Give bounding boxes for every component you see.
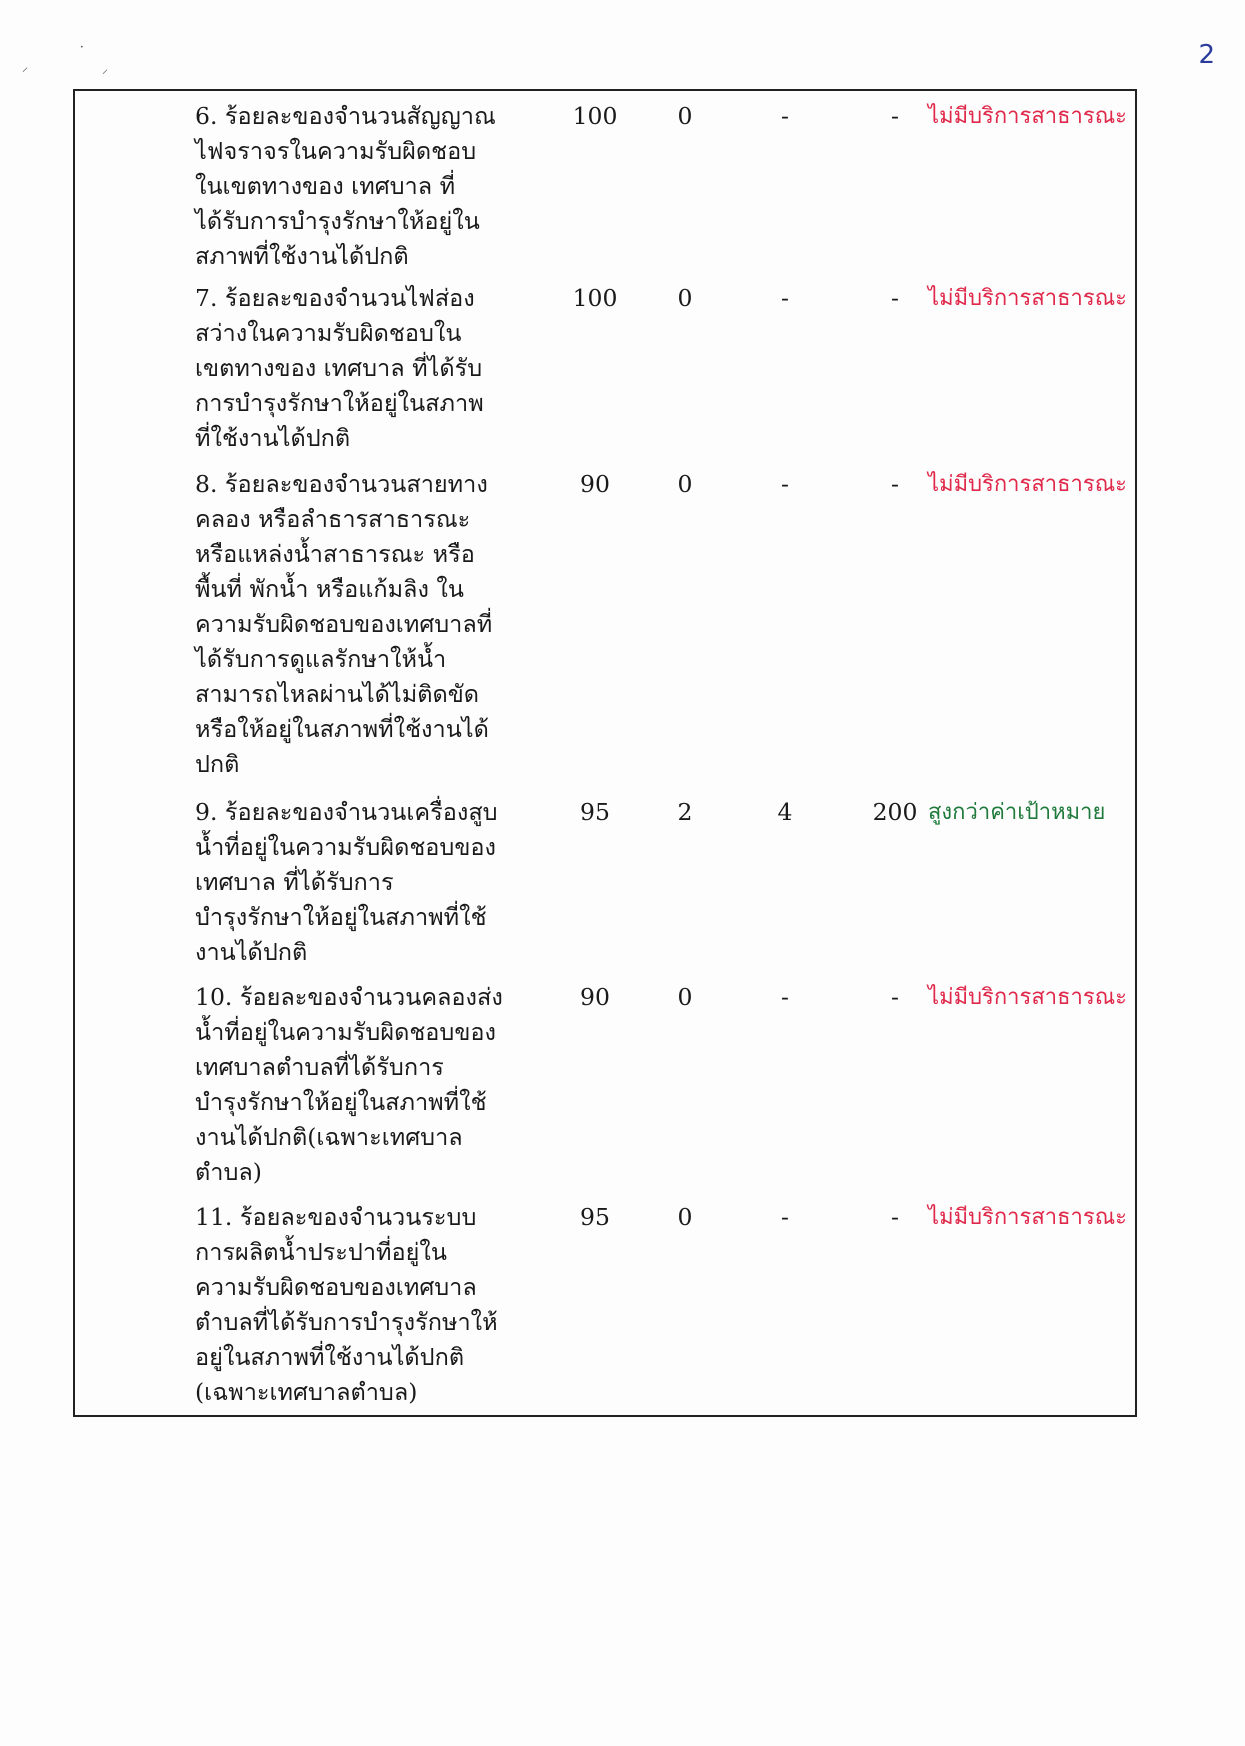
percent-value: 200 (872, 798, 918, 826)
target-value: 90 (580, 470, 610, 498)
description-line: บำรุงรักษาให้อยู่ในสภาพที่ใช้ (195, 1088, 487, 1116)
indicator-description (195, 795, 525, 970)
target-value: 90 (580, 983, 610, 1011)
description-line: เขตทางของ เทศบาล ที่ได้รับ (195, 354, 483, 382)
indicator-table (73, 89, 1137, 1417)
description-line: ตำบล) (195, 1158, 262, 1186)
percent-value: - (891, 983, 899, 1011)
description-line: ได้รับการดูแลรักษาให้น้ำ (195, 645, 447, 673)
description-line: 6. ร้อยละของจำนวนสัญญาณ (195, 102, 496, 130)
result-value: 0 (677, 470, 693, 498)
indicator-description (195, 980, 525, 1190)
score-value: - (781, 983, 789, 1011)
description-line: เทศบาล ที่ได้รับการ (195, 868, 394, 896)
description-line: อยู่ในสภาพที่ใช้งานได้ปกติ (195, 1343, 465, 1371)
target-value: 95 (580, 798, 610, 826)
result-value: 0 (677, 102, 693, 130)
target-value: 95 (580, 1203, 610, 1231)
description-line: ได้รับการบำรุงรักษาให้อยู่ใน (195, 207, 480, 235)
description-line: ความรับผิดชอบของเทศบาลที่ (195, 610, 493, 638)
description-line: น้ำที่อยู่ในความรับผิดชอบของ (195, 1018, 496, 1046)
percent-value: - (891, 284, 899, 312)
score-value: - (781, 284, 789, 312)
description-line: 8. ร้อยละของจำนวนสายทาง (195, 470, 488, 498)
description-line: ตำบลที่ได้รับการบำรุงรักษาให้ (195, 1308, 498, 1336)
description-line: 9. ร้อยละของจำนวนเครื่องสูบ (195, 798, 498, 826)
target-value: 100 (572, 284, 618, 312)
description-line: ไฟจราจรในความรับผิดชอบ (195, 137, 477, 165)
indicator-description (195, 99, 525, 274)
description-line: ความรับผิดชอบของเทศบาล (195, 1273, 477, 1301)
percent-value: - (891, 470, 899, 498)
description-line: ปกติ (195, 750, 240, 778)
description-line: คลอง หรือลำธารสาธารณะ (195, 505, 471, 533)
result-value: 0 (677, 1203, 693, 1231)
indicator-description (195, 281, 525, 456)
score-value: - (781, 470, 789, 498)
description-line: การบำรุงรักษาให้อยู่ในสภาพ (195, 389, 484, 417)
description-line: 7. ร้อยละของจำนวนไฟส่อง (195, 284, 475, 312)
description-line: สามารถไหลผ่านได้ไม่ติดขัด (195, 680, 480, 708)
description-line: น้ำที่อยู่ในความรับผิดชอบของ (195, 833, 496, 861)
description-line: หรือให้อยู่ในสภาพที่ใช้งานได้ (195, 715, 489, 743)
status-text: ไม่มีบริการสาธารณะ (928, 472, 1127, 497)
status-text: ไม่มีบริการสาธารณะ (928, 1205, 1127, 1230)
description-line: ที่ใช้งานได้ปกติ (195, 424, 351, 452)
result-value: 0 (677, 284, 693, 312)
scan-speck: • (80, 44, 84, 51)
description-line: เทศบาลตำบลที่ได้รับการ (195, 1053, 444, 1081)
description-line: บำรุงรักษาให้อยู่ในสภาพที่ใช้ (195, 903, 487, 931)
description-line: (เฉพาะเทศบาลตำบล) (195, 1378, 418, 1406)
description-line: หรือแหล่งน้ำสาธารณะ หรือ (195, 540, 475, 568)
status-text: ไม่มีบริการสาธารณะ (928, 985, 1127, 1010)
score-value: 4 (777, 798, 793, 826)
description-line: การผลิตน้ำประปาที่อยู่ใน (195, 1238, 447, 1266)
description-line: งานได้ปกติ(เฉพาะเทศบาล (195, 1123, 463, 1151)
status-text: สูงกว่าค่าเป้าหมาย (928, 800, 1106, 825)
page-number: 2 (1198, 40, 1215, 70)
percent-value: - (891, 102, 899, 130)
scan-speck: ⸝ (22, 60, 29, 74)
indicator-description (195, 467, 525, 782)
description-line: ในเขตทางของ เทศบาล ที่ (195, 172, 456, 200)
description-line: สว่างในความรับผิดชอบใน (195, 319, 462, 347)
result-value: 2 (677, 798, 693, 826)
status-text: ไม่มีบริการสาธารณะ (928, 104, 1127, 129)
score-value: - (781, 1203, 789, 1231)
score-value: - (781, 102, 789, 130)
description-line: 11. ร้อยละของจำนวนระบบ (195, 1203, 477, 1231)
percent-value: - (891, 1203, 899, 1231)
description-line: งานได้ปกติ (195, 938, 308, 966)
status-text: ไม่มีบริการสาธารณะ (928, 286, 1127, 311)
result-value: 0 (677, 983, 693, 1011)
description-line: สภาพที่ใช้งานได้ปกติ (195, 242, 409, 270)
scan-speck: ⸝ (102, 62, 109, 76)
description-line: พื้นที่ พักน้ำ หรือแก้มลิง ใน (195, 575, 464, 603)
indicator-description (195, 1200, 525, 1410)
target-value: 100 (572, 102, 618, 130)
description-line: 10. ร้อยละของจำนวนคลองส่ง (195, 983, 503, 1011)
